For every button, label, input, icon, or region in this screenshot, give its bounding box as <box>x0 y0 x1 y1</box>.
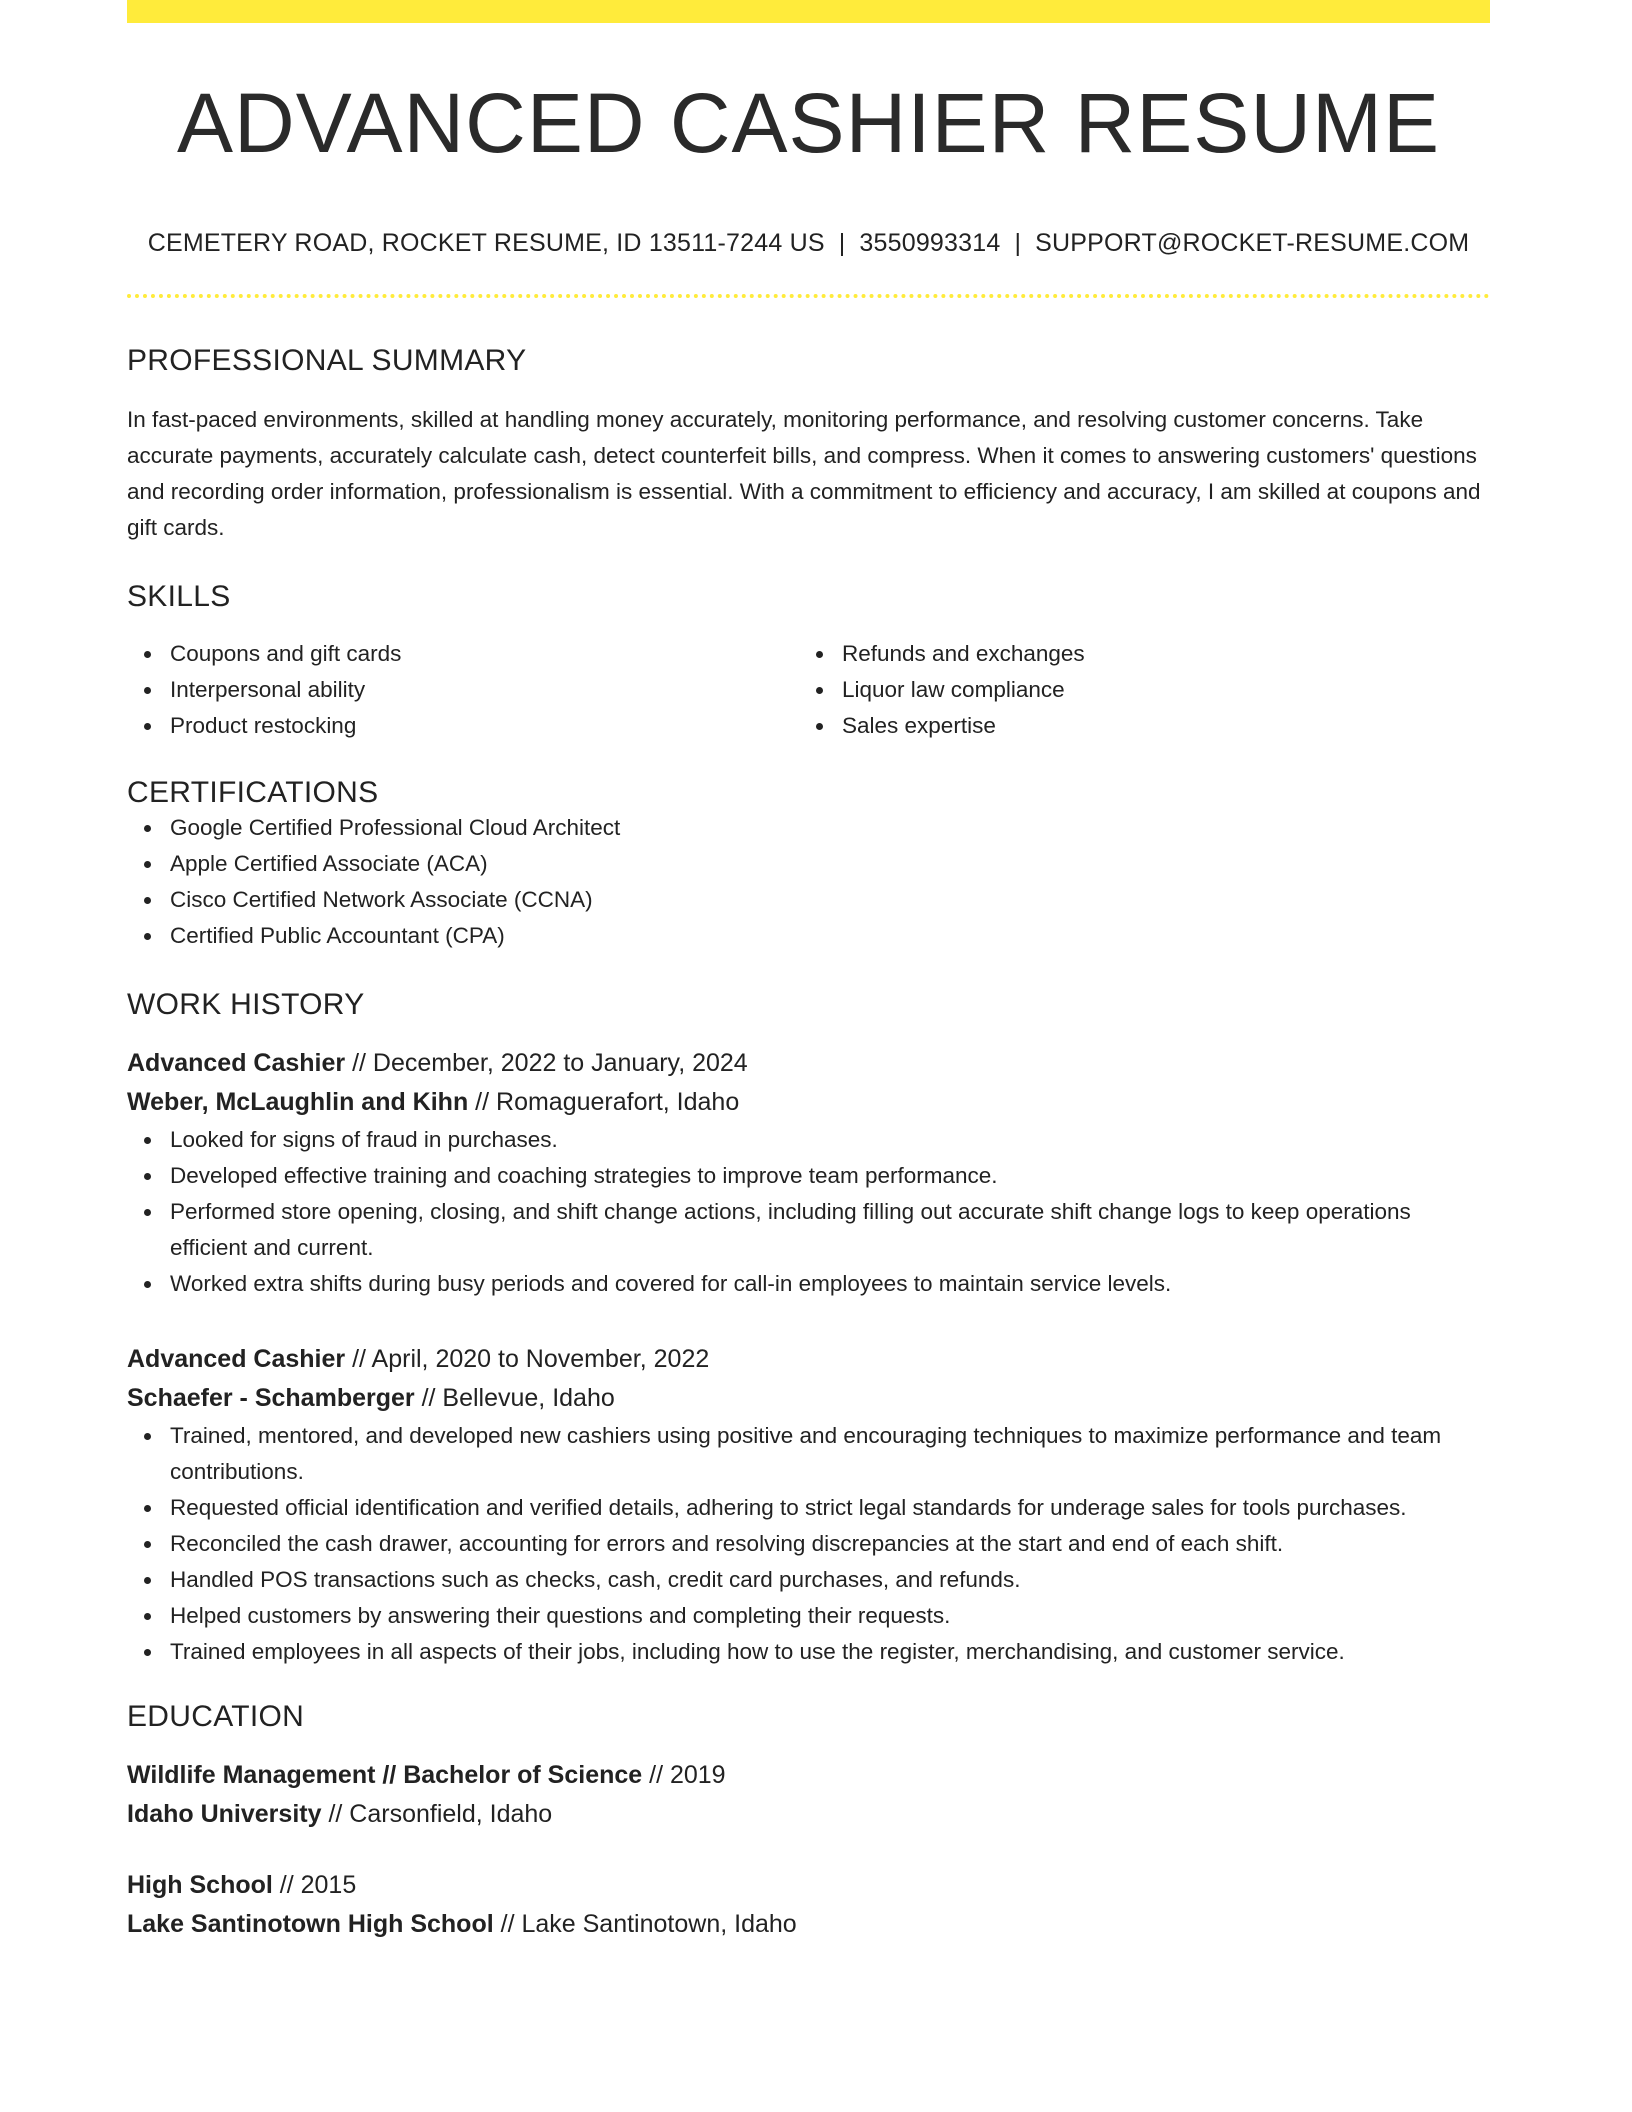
certification-item <box>127 918 1490 954</box>
job-duties-list <box>127 1418 1490 1670</box>
bullet-icon <box>144 825 151 832</box>
skill-label: Interpersonal ability <box>170 677 366 702</box>
job-duty <box>127 1266 1490 1302</box>
summary-text: In fast-paced environments, skilled at handling money accurately, monitoring performance, and resolving customer concerns. Take accurate payments, accurately calculate cash, detect counterfeit bills, and compress. When it comes to answering customers' questions and recording order information, professionalism is essential. With a commitment to efficiency and accuracy, I am skilled at coupons and gift cards. <box>127 407 1481 540</box>
contact-email[interactable]: SUPPORT@ROCKET-RESUME.COM <box>1035 229 1470 257</box>
job-duty <box>127 1598 1490 1634</box>
job-duty-text: Looked for signs of fraud in purchases. <box>170 1127 558 1152</box>
bullet-icon <box>144 1173 151 1180</box>
job-duty-text: Trained employees in all aspects of their jobs, including how to use the register, merchandising, and customer service. <box>170 1639 1345 1664</box>
job-title-line <box>127 1340 1490 1379</box>
skill-item <box>799 708 1471 744</box>
skills-heading: SKILLS <box>127 580 231 613</box>
job-duty <box>127 1634 1490 1670</box>
bullet-icon <box>144 1137 151 1144</box>
education-school: Idaho University <box>127 1800 322 1828</box>
education-entry <box>127 1866 1490 1944</box>
bullet-icon <box>816 687 823 694</box>
education-year: // 2015 <box>272 1871 357 1899</box>
job-role: Advanced Cashier <box>127 1345 346 1373</box>
education-school-line <box>127 1795 1490 1834</box>
bullet-icon <box>144 651 151 658</box>
certification-label: Google Certified Professional Cloud Architect <box>170 815 621 840</box>
bullet-icon <box>144 861 151 868</box>
certification-item <box>127 882 1490 918</box>
summary-heading: PROFESSIONAL SUMMARY <box>127 344 527 377</box>
skill-label: Sales expertise <box>842 713 996 738</box>
job-location: // Bellevue, Idaho <box>414 1384 615 1412</box>
education-degree: High School <box>127 1871 273 1899</box>
bullet-icon <box>144 1649 151 1656</box>
skill-label: Liquor law compliance <box>842 677 1065 702</box>
education-degree: Wildlife Management // Bachelor of Science <box>127 1761 643 1789</box>
job-entry <box>127 1044 1490 1302</box>
bullet-icon <box>144 1281 151 1288</box>
certification-item <box>127 846 1490 882</box>
education-school: Lake Santinotown High School <box>127 1910 494 1938</box>
bullet-icon <box>144 1209 151 1216</box>
job-duty <box>127 1490 1490 1526</box>
education-entry <box>127 1756 1490 1834</box>
job-duty-text: Reconciled the cash drawer, accounting for errors and resolving discrepancies at the start and end of each shift. <box>170 1531 1284 1556</box>
contact-phone: 3550993314 <box>859 229 1001 257</box>
certification-label: Apple Certified Associate (ACA) <box>170 851 488 876</box>
job-duty <box>127 1122 1490 1158</box>
job-duty <box>127 1562 1490 1598</box>
resume-page <box>127 0 1490 1944</box>
skill-item <box>127 708 799 744</box>
skill-label: Refunds and exchanges <box>842 641 1085 666</box>
job-company: Weber, McLaughlin and Kihn <box>127 1088 469 1116</box>
job-entry <box>127 1340 1490 1670</box>
bullet-icon <box>144 1541 151 1548</box>
skill-label: Coupons and gift cards <box>170 641 402 666</box>
skill-label: Product restocking <box>170 713 357 738</box>
job-company-line <box>127 1083 1490 1122</box>
bullet-icon <box>144 1577 151 1584</box>
education-heading: EDUCATION <box>127 1700 305 1733</box>
bullet-icon <box>144 687 151 694</box>
bullet-icon <box>144 723 151 730</box>
bullet-icon <box>816 723 823 730</box>
contact-separator: | <box>1014 229 1022 257</box>
skills-column-left <box>127 636 799 744</box>
job-duties-list <box>127 1122 1490 1302</box>
skills-grid <box>127 636 1490 744</box>
education-school-line <box>127 1905 1490 1944</box>
work-history-heading: WORK HISTORY <box>127 988 365 1021</box>
job-duty-text: Worked extra shifts during busy periods and covered for call-in employees to maintain service levels. <box>170 1271 1172 1296</box>
certification-label: Certified Public Accountant (CPA) <box>170 923 505 948</box>
bullet-icon <box>816 651 823 658</box>
job-duty-text: Helped customers by answering their questions and completing their requests. <box>170 1603 951 1628</box>
education-degree-line <box>127 1756 1490 1795</box>
job-duty <box>127 1418 1490 1490</box>
job-location: // Romaguerafort, Idaho <box>468 1088 740 1116</box>
contact-address: CEMETERY ROAD, ROCKET RESUME, ID 13511-7244 US <box>147 229 825 257</box>
contact-line <box>127 229 1490 258</box>
bullet-icon <box>144 897 151 904</box>
education-year: // 2019 <box>642 1761 726 1789</box>
skill-item <box>127 636 799 672</box>
job-duty <box>127 1158 1490 1194</box>
job-company: Schaefer - Schamberger <box>127 1384 415 1412</box>
contact-separator: | <box>838 229 846 257</box>
bullet-icon <box>144 1613 151 1620</box>
resume-title: ADVANCED CASHIER RESUME <box>177 76 1440 170</box>
job-title-line <box>127 1044 1490 1083</box>
skill-item <box>799 636 1471 672</box>
certifications-list <box>127 810 1490 954</box>
skills-list-right <box>799 636 1471 744</box>
certification-item <box>127 810 1490 846</box>
bullet-icon <box>144 1505 151 1512</box>
certifications-heading: CERTIFICATIONS <box>127 776 379 809</box>
skills-list-left <box>127 636 799 744</box>
job-duty <box>127 1526 1490 1562</box>
job-duty <box>127 1194 1490 1266</box>
job-duty-text: Performed store opening, closing, and shift change actions, including filling out accurate shift change logs to keep operations efficient and current. <box>170 1199 1411 1260</box>
job-role: Advanced Cashier <box>127 1049 346 1077</box>
job-duty-text: Handled POS transactions such as checks, cash, credit card purchases, and refunds. <box>170 1567 1021 1592</box>
skill-item <box>127 672 799 708</box>
certification-label: Cisco Certified Network Associate (CCNA) <box>170 887 593 912</box>
job-duty-text: Trained, mentored, and developed new cashiers using positive and encouraging techniques to maximize performance and team contributions. <box>170 1423 1442 1484</box>
job-duty-text: Developed effective training and coaching strategies to improve team performance. <box>170 1163 998 1188</box>
education-location: // Lake Santinotown, Idaho <box>493 1910 797 1938</box>
job-company-line <box>127 1379 1490 1418</box>
dotted-divider <box>127 294 1490 298</box>
education-degree-line <box>127 1866 1490 1905</box>
skill-item <box>799 672 1471 708</box>
education-location: // Carsonfield, Idaho <box>321 1800 553 1828</box>
accent-top-bar <box>127 0 1490 23</box>
job-duty-text: Requested official identification and verified details, adhering to strict legal standards for underage sales for tools purchases. <box>170 1495 1407 1520</box>
job-dates: // December, 2022 to January, 2024 <box>345 1049 748 1077</box>
job-dates: // April, 2020 to November, 2022 <box>345 1345 710 1373</box>
skills-column-right <box>799 636 1471 744</box>
bullet-icon <box>144 1433 151 1440</box>
bullet-icon <box>144 933 151 940</box>
